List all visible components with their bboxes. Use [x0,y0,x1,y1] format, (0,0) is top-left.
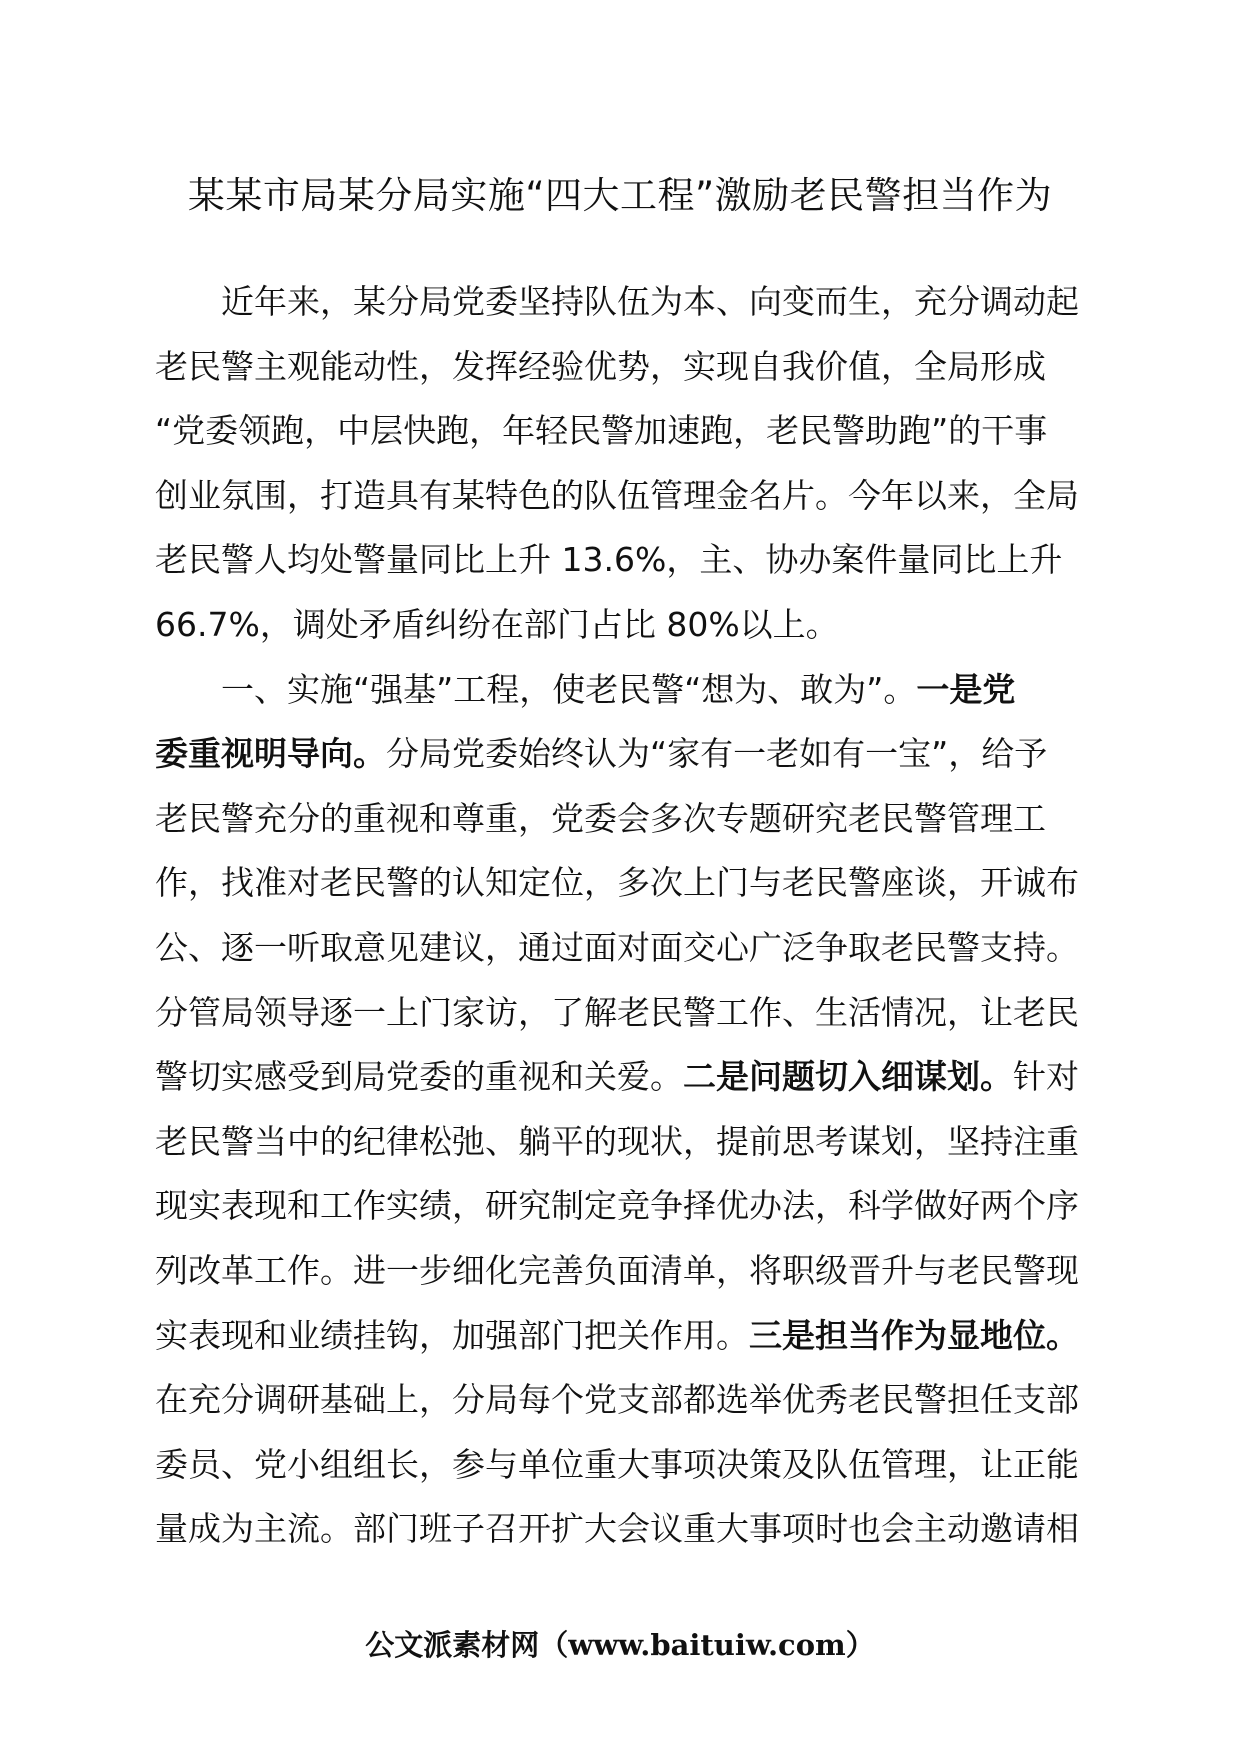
text-segment: 作，找准对老民警的认知定位，多次上门与老民警座谈，开诚布 [155,863,1079,903]
text-segment: 老民警主观能动性，发挥经验优势，实现自我价值，全局形成 [155,346,1046,386]
bold-text-segment: 一是党 [916,669,1016,709]
text-line [155,1239,1095,1304]
text-line [155,981,1095,1046]
text-segment: 老民警人均处警量同比上升 13.6%，主、协办案件量同比上升 [155,540,1063,580]
text-segment: “党委领跑，中层快跑，年轻民警加速跑，老民警助跑”的干事 [155,411,1048,451]
text-segment: 实表现和业绩挂钩，加强部门把关作用。 [155,1315,749,1355]
footer-watermark: 公文派素材网（www.baituiw.com） [365,1628,875,1662]
text-segment: 警切实感受到局党委的重视和关爱。 [155,1057,683,1097]
text-segment: 现实表现和工作实绩，研究制定竞争择优办法，科学做好两个序 [155,1186,1079,1226]
bold-text-segment: 三是担当作为显地位。 [749,1315,1079,1355]
text-line [155,1045,1095,1110]
text-line [155,1433,1095,1498]
text-segment: 列改革工作。进一步细化完善负面清单，将职级晋升与老民警现 [155,1250,1079,1290]
text-line [155,528,1095,593]
text-line [155,464,1095,529]
text-line [155,1174,1095,1239]
text-line [155,270,1095,335]
text-segment: 委员、党小组组长，参与单位重大事项决策及队伍管理，让正能 [155,1444,1079,1484]
text-segment: 一、实施“强基”工程，使老民警“想为、敢为”。 [221,669,917,709]
text-segment: 老民警当中的纪律松弛、躺平的现状，提前思考谋划，坚持注重 [155,1121,1079,1161]
text-segment: 创业氛围，打造具有某特色的队伍管理金名片。今年以来，全局 [155,475,1079,515]
text-line [155,593,1095,658]
text-line [155,1368,1095,1433]
text-segment: 分管局领导逐一上门家访，了解老民警工作、生活情况，让老民 [155,992,1079,1032]
document-body [155,270,1095,1562]
text-segment: 在充分调研基础上，分局每个党支部都选举优秀老民警担任支部 [155,1380,1079,1420]
text-segment: 公、逐一听取意见建议，通过面对面交心广泛争取老民警支持。 [155,927,1079,967]
text-line [155,851,1095,916]
text-segment: 量成为主流。部门班子召开扩大会议重大事项时也会主动邀请相 [155,1509,1079,1549]
bold-text-segment: 二是问题切入细谋划。 [683,1057,1013,1097]
text-line [155,335,1095,400]
text-segment: 66.7%，调处矛盾纠纷在部门占比 80%以上。 [155,604,839,644]
text-line [155,399,1095,464]
bold-text-segment: 委重视明导向。 [155,734,386,774]
text-line [155,1304,1095,1369]
text-line [155,787,1095,852]
text-line [155,916,1095,981]
text-line [155,658,1095,723]
text-line [155,722,1095,787]
text-segment: 老民警充分的重视和尊重，党委会多次专题研究老民警管理工 [155,798,1046,838]
document-title: 某某市局某分局实施“四大工程”激励老民警担当作为 [187,174,1053,217]
text-segment: 分局党委始终认为“家有一老如有一宝”，给予 [386,734,1048,774]
text-line [155,1110,1095,1175]
text-segment: 针对 [1013,1057,1079,1097]
text-segment: 近年来，某分局党委坚持队伍为本、向变而生，充分调动起 [221,282,1079,321]
text-line [155,1497,1095,1562]
